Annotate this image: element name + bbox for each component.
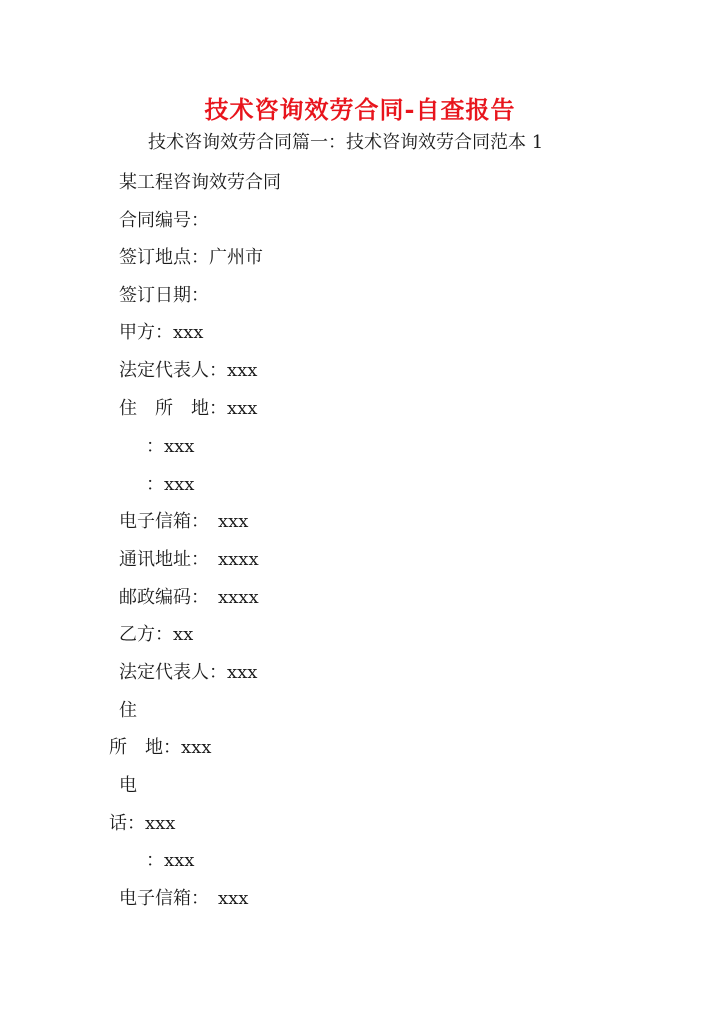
party-a-legal-rep-line: 法定代表人：xxx (119, 360, 258, 381)
signing-place-line: 签订地点：广州市 (119, 247, 263, 268)
party-b-line: 乙方：xx (119, 624, 194, 645)
party-b-phone-label-line: 电 (119, 775, 137, 796)
party-b-address-label-line: 住 (119, 700, 137, 721)
party-a-address-line: 住 所 地：xxx (119, 398, 258, 419)
subtitle-line: 技术咨询效劳合同篇一：技术咨询效劳合同范本 1 (148, 132, 544, 153)
party-b-address-line: 所 地：xxx (109, 737, 212, 758)
document-title: 技术咨询效劳合同-自查报告 (204, 95, 516, 124)
party-a-mail-address-line: 通讯地址： xxxx (119, 549, 259, 570)
party-b-phone-line: 话：xxx (109, 813, 176, 834)
party-a-postcode-line: 邮政编码： xxxx (119, 587, 259, 608)
party-a-line: 甲方：xxx (119, 322, 204, 343)
party-b-legal-rep-line: 法定代表人：xxx (119, 662, 258, 683)
party-a-email-line: 电子信箱： xxx (119, 511, 249, 532)
party-b-email-line: 电子信箱： xxx (119, 888, 249, 909)
party-a-blank-line-2: ：xxx (146, 474, 195, 495)
party-b-blank-line: ：xxx (146, 850, 195, 871)
party-a-blank-line-1: ：xxx (146, 436, 195, 457)
contract-name-line: 某工程咨询效劳合同 (119, 172, 281, 193)
contract-number-line: 合同编号： (119, 210, 209, 231)
signing-date-line: 签订日期： (119, 285, 209, 306)
